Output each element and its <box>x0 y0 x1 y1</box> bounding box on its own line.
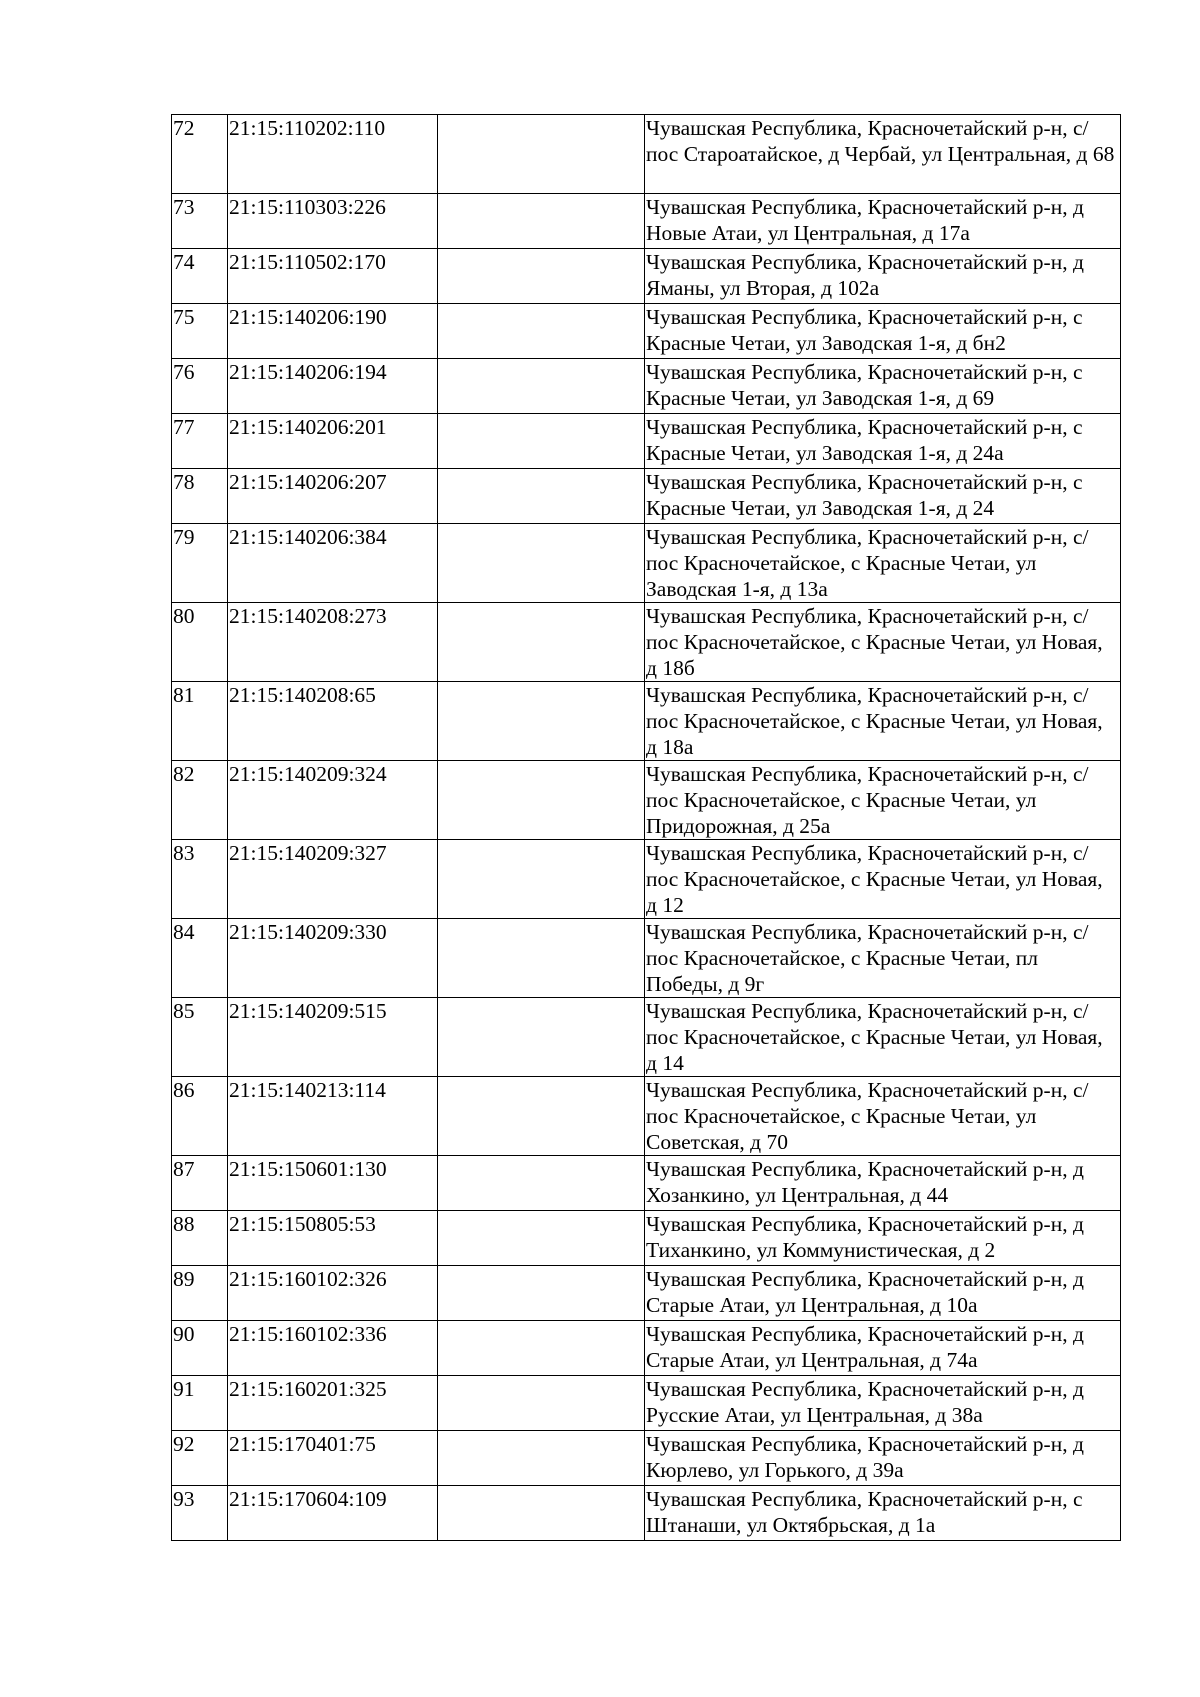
cadastral-number-cell: 21:15:140208:65 <box>228 682 438 761</box>
address-cell: Чувашская Республика, Красночетайский р-н, д Яманы, ул Вторая, д 102а <box>645 249 1121 304</box>
empty-cell <box>438 1321 645 1376</box>
empty-cell <box>438 1211 645 1266</box>
address-cell: Чувашская Республика, Красночетайский р-н, д Русские Атаи, ул Центральная, д 38а <box>645 1376 1121 1431</box>
empty-cell <box>438 1486 645 1541</box>
cadastral-number-cell: 21:15:140209:324 <box>228 761 438 840</box>
empty-cell <box>438 1156 645 1211</box>
row-number-cell: 75 <box>172 304 228 359</box>
cadastral-number-cell: 21:15:160201:325 <box>228 1376 438 1431</box>
registry-table-body <box>172 115 1121 1541</box>
address-cell: Чувашская Республика, Красночетайский р-н, с Красные Четаи, ул Заводская 1-я, д 24а <box>645 414 1121 469</box>
empty-cell <box>438 761 645 840</box>
row-number-cell: 74 <box>172 249 228 304</box>
table-row <box>172 1077 1121 1156</box>
row-number-cell: 82 <box>172 761 228 840</box>
address-cell: Чувашская Республика, Красночетайский р-н, с/пос Красночетайское, с Красные Четаи, ул Новая, д 12 <box>645 840 1121 919</box>
table-row <box>172 359 1121 414</box>
cadastral-number-cell: 21:15:170604:109 <box>228 1486 438 1541</box>
table-row <box>172 1431 1121 1486</box>
empty-cell <box>438 304 645 359</box>
cadastral-number-cell: 21:15:140206:384 <box>228 524 438 603</box>
cadastral-number-cell: 21:15:150601:130 <box>228 1156 438 1211</box>
address-cell: Чувашская Республика, Красночетайский р-н, с Красные Четаи, ул Заводская 1-я, д 24 <box>645 469 1121 524</box>
empty-cell <box>438 524 645 603</box>
row-number-cell: 81 <box>172 682 228 761</box>
table-row <box>172 524 1121 603</box>
empty-cell <box>438 682 645 761</box>
table-row <box>172 414 1121 469</box>
address-cell: Чувашская Республика, Красночетайский р-н, с/пос Красночетайское, с Красные Четаи, ул Советская, д 70 <box>645 1077 1121 1156</box>
table-row <box>172 194 1121 249</box>
address-cell: Чувашская Республика, Красночетайский р-н, с/пос Староатайское, д Чербай, ул Центральная, д 68 <box>645 115 1121 194</box>
empty-cell <box>438 359 645 414</box>
row-number-cell: 78 <box>172 469 228 524</box>
empty-cell <box>438 1266 645 1321</box>
table-row <box>172 1211 1121 1266</box>
empty-cell <box>438 1077 645 1156</box>
table-row <box>172 919 1121 998</box>
cadastral-number-cell: 21:15:140209:327 <box>228 840 438 919</box>
cadastral-number-cell: 21:15:140206:201 <box>228 414 438 469</box>
cadastral-number-cell: 21:15:110303:226 <box>228 194 438 249</box>
table-row <box>172 840 1121 919</box>
address-cell: Чувашская Республика, Красночетайский р-н, с/пос Красночетайское, с Красные Четаи, ул Новая, д 18а <box>645 682 1121 761</box>
empty-cell <box>438 249 645 304</box>
cadastral-number-cell: 21:15:140206:207 <box>228 469 438 524</box>
cadastral-number-cell: 21:15:110202:110 <box>228 115 438 194</box>
empty-cell <box>438 840 645 919</box>
table-row <box>172 1156 1121 1211</box>
empty-cell <box>438 603 645 682</box>
cadastral-number-cell: 21:15:140206:194 <box>228 359 438 414</box>
empty-cell <box>438 115 645 194</box>
address-cell: Чувашская Республика, Красночетайский р-н, д Хозанкино, ул Центральная, д 44 <box>645 1156 1121 1211</box>
address-cell: Чувашская Республика, Красночетайский р-н, с/пос Красночетайское, с Красные Четаи, пл Победы, д 9г <box>645 919 1121 998</box>
row-number-cell: 77 <box>172 414 228 469</box>
cadastral-number-cell: 21:15:140206:190 <box>228 304 438 359</box>
cadastral-number-cell: 21:15:140209:330 <box>228 919 438 998</box>
row-number-cell: 90 <box>172 1321 228 1376</box>
table-row <box>172 998 1121 1077</box>
empty-cell <box>438 414 645 469</box>
empty-cell <box>438 919 645 998</box>
address-cell: Чувашская Республика, Красночетайский р-н, д Старые Атаи, ул Центральная, д 10а <box>645 1266 1121 1321</box>
row-number-cell: 92 <box>172 1431 228 1486</box>
address-cell: Чувашская Республика, Красночетайский р-н, д Тиханкино, ул Коммунистическая, д 2 <box>645 1211 1121 1266</box>
row-number-cell: 85 <box>172 998 228 1077</box>
address-cell: Чувашская Республика, Красночетайский р-н, с Красные Четаи, ул Заводская 1-я, д бн2 <box>645 304 1121 359</box>
table-row <box>172 1321 1121 1376</box>
cadastral-number-cell: 21:15:110502:170 <box>228 249 438 304</box>
table-row <box>172 115 1121 194</box>
table-row <box>172 249 1121 304</box>
table-row <box>172 469 1121 524</box>
cadastral-number-cell: 21:15:140209:515 <box>228 998 438 1077</box>
cadastral-number-cell: 21:15:170401:75 <box>228 1431 438 1486</box>
address-cell: Чувашская Республика, Красночетайский р-н, д Старые Атаи, ул Центральная, д 74а <box>645 1321 1121 1376</box>
row-number-cell: 87 <box>172 1156 228 1211</box>
cadastral-number-cell: 21:15:150805:53 <box>228 1211 438 1266</box>
address-cell: Чувашская Республика, Красночетайский р-н, с/пос Красночетайское, с Красные Четаи, ул Новая, д 14 <box>645 998 1121 1077</box>
table-row <box>172 304 1121 359</box>
table-row <box>172 682 1121 761</box>
row-number-cell: 84 <box>172 919 228 998</box>
table-row <box>172 603 1121 682</box>
row-number-cell: 89 <box>172 1266 228 1321</box>
empty-cell <box>438 1376 645 1431</box>
cadastral-number-cell: 21:15:160102:336 <box>228 1321 438 1376</box>
address-cell: Чувашская Республика, Красночетайский р-н, с/пос Красночетайское, с Красные Четаи, ул Новая, д 18б <box>645 603 1121 682</box>
row-number-cell: 79 <box>172 524 228 603</box>
property-registry-table <box>171 114 1121 1541</box>
table-row <box>172 1486 1121 1541</box>
address-cell: Чувашская Республика, Красночетайский р-н, с/пос Красночетайское, с Красные Четаи, ул Придорожная, д 25а <box>645 761 1121 840</box>
row-number-cell: 86 <box>172 1077 228 1156</box>
address-cell: Чувашская Республика, Красночетайский р-н, д Кюрлево, ул Горького, д 39а <box>645 1431 1121 1486</box>
row-number-cell: 73 <box>172 194 228 249</box>
address-cell: Чувашская Республика, Красночетайский р-н, с Красные Четаи, ул Заводская 1-я, д 69 <box>645 359 1121 414</box>
row-number-cell: 88 <box>172 1211 228 1266</box>
row-number-cell: 91 <box>172 1376 228 1431</box>
empty-cell <box>438 194 645 249</box>
row-number-cell: 83 <box>172 840 228 919</box>
table-row <box>172 1376 1121 1431</box>
row-number-cell: 80 <box>172 603 228 682</box>
row-number-cell: 76 <box>172 359 228 414</box>
empty-cell <box>438 1431 645 1486</box>
row-number-cell: 93 <box>172 1486 228 1541</box>
address-cell: Чувашская Республика, Красночетайский р-н, с Штанаши, ул Октябрьская, д 1а <box>645 1486 1121 1541</box>
cadastral-number-cell: 21:15:160102:326 <box>228 1266 438 1321</box>
address-cell: Чувашская Республика, Красночетайский р-н, д Новые Атаи, ул Центральная, д 17а <box>645 194 1121 249</box>
table-row <box>172 761 1121 840</box>
cadastral-number-cell: 21:15:140213:114 <box>228 1077 438 1156</box>
empty-cell <box>438 998 645 1077</box>
empty-cell <box>438 469 645 524</box>
cadastral-number-cell: 21:15:140208:273 <box>228 603 438 682</box>
address-cell: Чувашская Республика, Красночетайский р-н, с/пос Красночетайское, с Красные Четаи, ул Заводская 1-я, д 13а <box>645 524 1121 603</box>
table-row <box>172 1266 1121 1321</box>
row-number-cell: 72 <box>172 115 228 194</box>
